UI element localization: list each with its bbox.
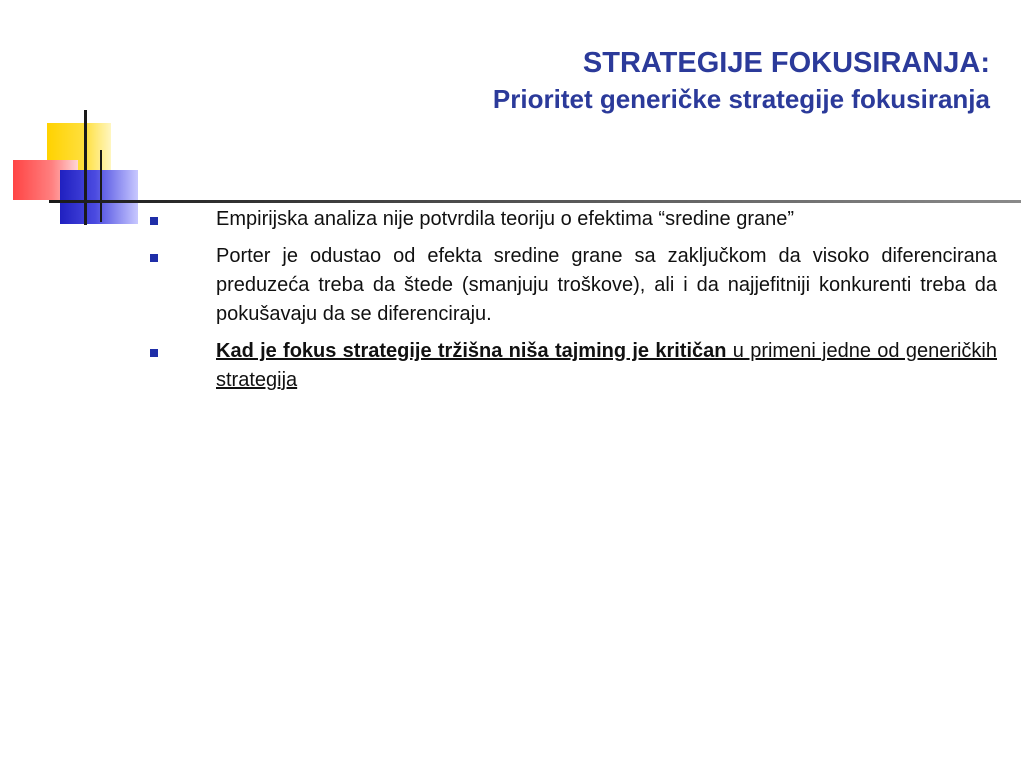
blue-square [60,170,138,224]
list-item [145,337,997,395]
slide-title [290,44,990,116]
square-bullet-icon [150,349,158,357]
vertical-line [84,110,87,225]
title-main: STRATEGIJE FOKUSIRANJA: [582,47,990,79]
vertical-line-short [100,150,102,222]
bullet-text-bold: Kad je fokus strategije tržišna niša tajming je kritičan [216,340,727,362]
bullet-text-rest: u primeni jedne od generičkih strategija [216,340,997,391]
square-bullet-icon [150,217,158,225]
square-bullet-icon [150,254,158,262]
bullet-list [145,205,997,403]
list-item [145,205,997,234]
decorative-squares [0,0,160,240]
bullet-text [216,337,997,395]
bullet-text: Porter je odustao od efekta sredine grane sa zaključkom da visoko diferencirana preduzeća treba da štede (smanjuju troškove), ali i da najjefitniji konkurenti treba da pokušavaju da se diferenciraju. [216,245,997,325]
bullet-text: Empirijska analiza nije potvrdila teoriju o efektima “sredine grane” [216,208,795,230]
title-divider-line [49,200,1021,203]
title-subtitle: Prioritet generičke strategije fokusiranja [492,84,990,114]
list-item [145,242,997,329]
